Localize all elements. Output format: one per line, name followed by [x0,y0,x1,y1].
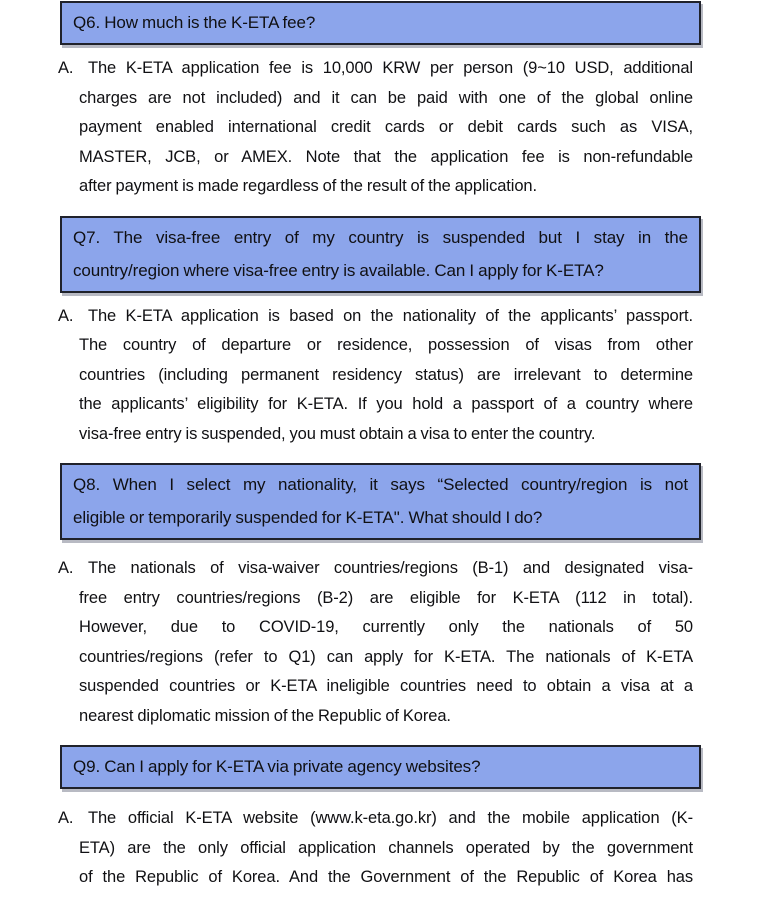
text-line: Q9. Can I apply for K-ETA via private agency websites? [73,757,481,776]
question-box-q7 [60,216,701,293]
answer-block-q6 [58,54,693,202]
question-text [73,221,688,287]
text-line: visa-free entry is suspended, you must obtain a visa to enter the country. [79,424,596,443]
text-line: country/region where visa-free entry is available. Can I apply for K-ETA? [73,260,604,280]
answer-prefix: A. [58,559,74,577]
text-line: countries (including permanent residency status) are irrelevant to determine [79,365,693,384]
answer-block-q9 [58,804,693,893]
text-line: However, due to COVID-19, currently only the nationals of 50 [79,618,693,636]
text-line: of the Republic of Korea. And the Government of the Republic of Korea has [79,868,693,886]
text-line: The K-ETA application fee is 10,000 KRW per person (9~10 USD, additional [88,59,693,77]
text-line: The K-ETA application is based on the nationality of the applicants’ passport. [88,306,693,325]
answer-text [79,804,693,893]
text-line: The official K-ETA website (www.k-eta.go.kr) and the mobile application (K- [88,809,693,827]
text-line: nearest diplomatic mission of the Republic of Korea. [79,706,451,725]
question-text [73,750,688,783]
text-line: payment enabled international credit cards or debit cards such as VISA, [79,118,693,136]
answer-prefix: A. [58,59,74,77]
text-line: The country of departure or residence, possession of visas from other [79,336,693,354]
answer-prefix: A. [58,306,74,325]
question-box-q9 [60,745,701,789]
text-line: countries/regions (refer to Q1) can apply for K-ETA. The nationals of K-ETA [79,647,693,666]
question-box-q6 [60,1,701,45]
text-line: Q6. How much is the K-ETA fee? [73,13,316,32]
answer-block-q7 [58,302,693,450]
answer-text [79,302,693,450]
answer-block-q8 [58,554,693,731]
answer-prefix: A. [58,809,74,827]
text-line: suspended countries or K-ETA ineligible countries need to obtain a visa at a [79,677,693,695]
text-line: Q8. When I select my nationality, it says “Selected country/region is not [73,475,688,494]
answer-text [79,554,693,731]
question-box-q8 [60,463,701,540]
answer-text [79,54,693,202]
text-line: The nationals of visa-waiver countries/regions (B-1) and designated visa- [88,559,693,577]
document-page [0,1,772,893]
text-line: Q7. The visa-free entry of my country is suspended but I stay in the [73,227,688,247]
text-line: ETA) are the only official application channels operated by the government [79,838,693,857]
question-text [73,468,688,534]
text-line: the applicants’ eligibility for K-ETA. If you hold a passport of a country where [79,395,693,413]
text-line: free entry countries/regions (B-2) are eligible for K-ETA (112 in total). [79,588,693,607]
text-line: eligible or temporarily suspended for K-ETA". What should I do? [73,508,543,527]
text-line: after payment is made regardless of the result of the application. [79,177,537,195]
question-text [73,6,688,39]
text-line: charges are not included) and it can be paid with one of the global online [79,88,693,107]
text-line: MASTER, JCB, or AMEX. Note that the application fee is non-refundable [79,147,693,166]
